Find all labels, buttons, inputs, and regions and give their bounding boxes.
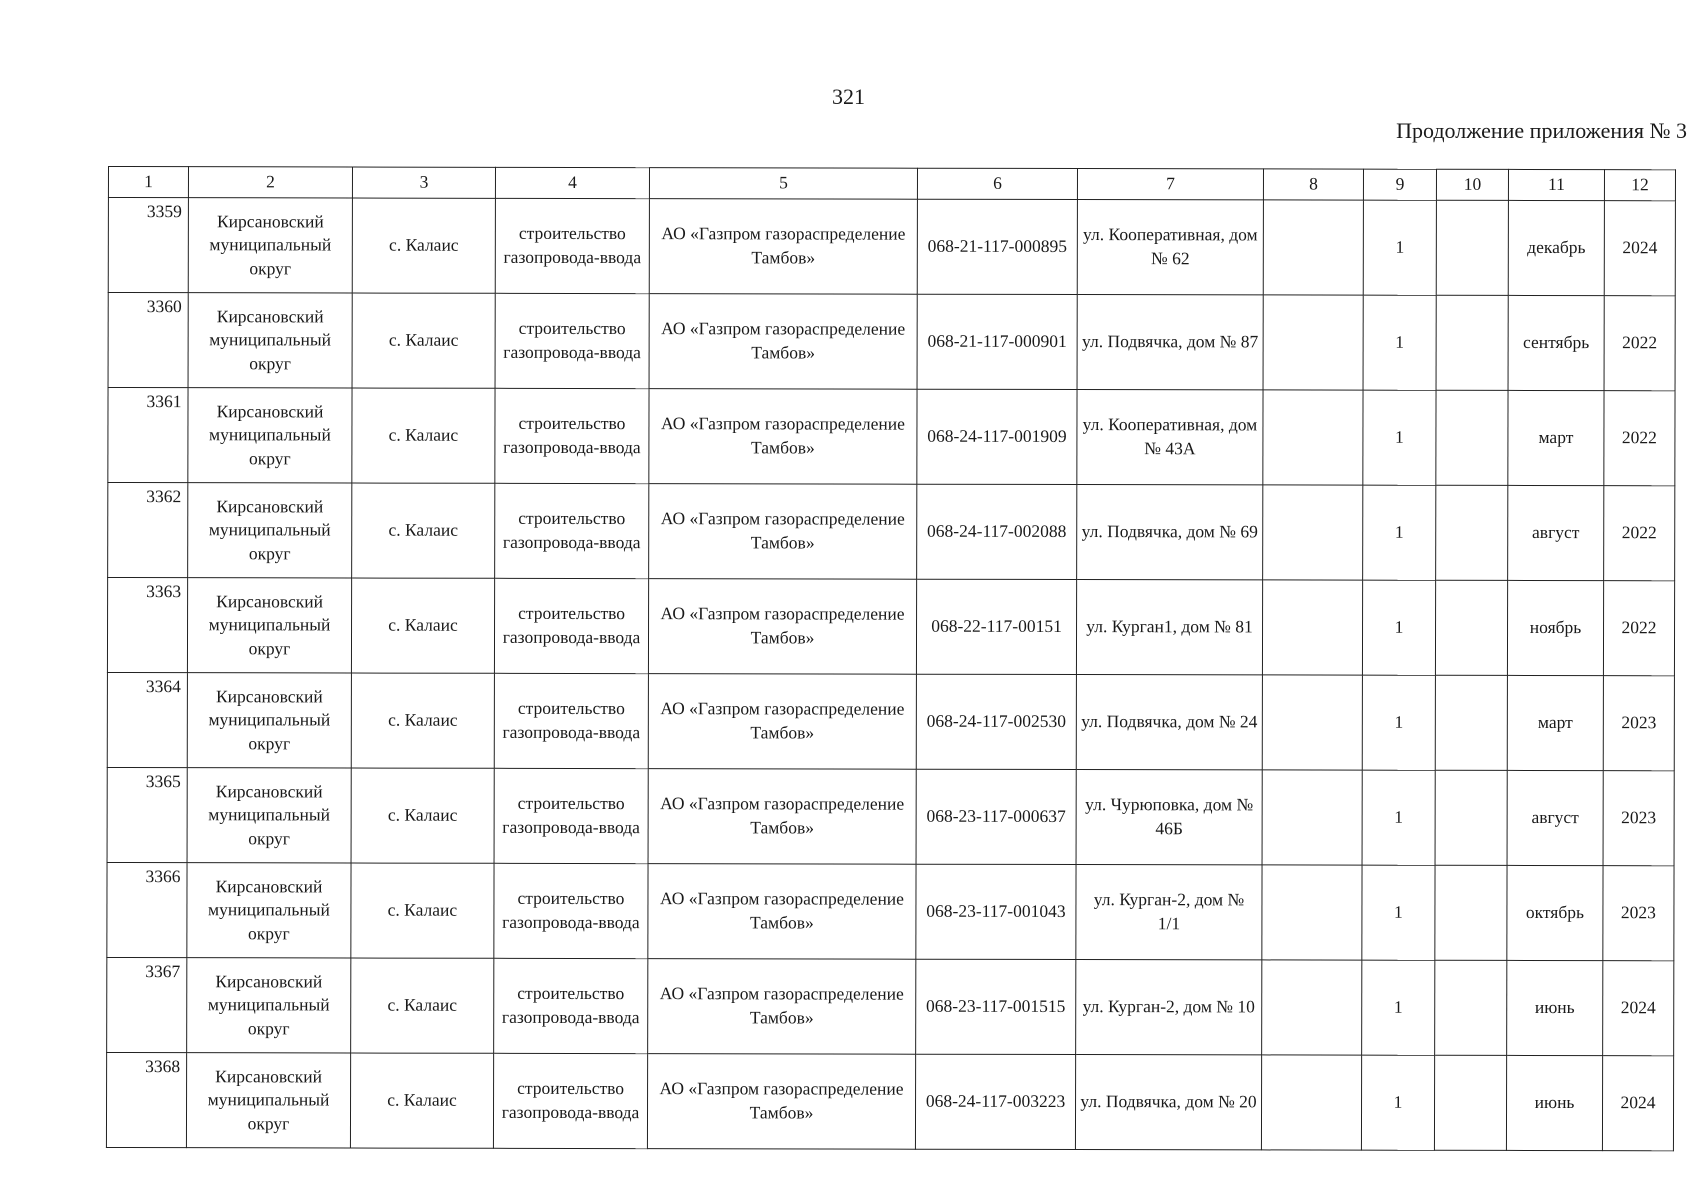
month-cell: сентябрь — [1508, 295, 1604, 390]
column-10-cell — [1436, 390, 1508, 485]
organization-cell: АО «Газпром газораспределение Тамбов» — [649, 199, 917, 295]
settlement-cell: с. Калаис — [352, 483, 495, 578]
column-10-cell — [1434, 1055, 1506, 1150]
address-cell: ул. Курган-2, дом № 10 — [1076, 960, 1262, 1055]
quantity-cell: 1 — [1362, 960, 1435, 1055]
district-cell: Кирсановский муниципальный округ — [187, 863, 351, 958]
column-header-3: 3 — [352, 167, 495, 198]
organization-cell: АО «Газпром газораспределение Тамбов» — [647, 1054, 915, 1150]
work-type-cell: строительство газопровода-ввода — [494, 768, 648, 863]
quantity-cell: 1 — [1362, 580, 1435, 675]
organization-cell: АО «Газпром газораспределение Тамбов» — [648, 579, 916, 675]
work-type-cell: строительство газопровода-ввода — [495, 198, 649, 293]
column-8-cell — [1263, 200, 1363, 295]
column-header-6: 6 — [917, 168, 1077, 199]
quantity-cell: 1 — [1363, 200, 1436, 295]
organization-cell: АО «Газпром газораспределение Тамбов» — [649, 389, 917, 485]
object-code-cell: 068-24-117-003223 — [915, 1054, 1075, 1149]
gas-pipeline-registry-table — [106, 166, 1676, 1151]
row-number-cell: 3367 — [107, 957, 187, 1052]
table-row — [106, 1052, 1673, 1150]
column-header-4: 4 — [495, 167, 649, 198]
address-cell: ул. Кооперативная, дом № 62 — [1077, 200, 1263, 295]
year-cell: 2024 — [1602, 1056, 1673, 1151]
work-type-cell: строительство газопровода-ввода — [493, 1053, 647, 1148]
row-number-cell: 3361 — [108, 388, 188, 483]
address-cell: ул. Подвячка, дом № 24 — [1076, 675, 1262, 770]
table-body — [106, 198, 1675, 1151]
table-row — [107, 672, 1674, 770]
work-type-cell: строительство газопровода-ввода — [494, 578, 648, 673]
table-row — [107, 862, 1674, 960]
quantity-cell: 1 — [1361, 1055, 1434, 1150]
table-row — [107, 957, 1674, 1055]
column-10-cell — [1436, 200, 1508, 295]
column-10-cell — [1436, 485, 1508, 580]
object-code-cell: 068-24-117-002088 — [917, 484, 1077, 579]
column-header-10: 10 — [1436, 169, 1508, 200]
settlement-cell: с. Калаис — [351, 958, 494, 1053]
object-code-cell: 068-23-117-001043 — [916, 864, 1076, 959]
column-8-cell — [1262, 580, 1362, 675]
month-cell: август — [1508, 485, 1604, 580]
district-cell: Кирсановский муниципальный округ — [188, 388, 352, 483]
column-header-11: 11 — [1508, 169, 1604, 200]
quantity-cell: 1 — [1363, 390, 1436, 485]
settlement-cell: с. Калаис — [351, 863, 494, 958]
column-header-1: 1 — [108, 167, 188, 198]
column-header-2: 2 — [188, 167, 352, 198]
month-cell: июнь — [1507, 960, 1603, 1055]
year-cell: 2022 — [1604, 391, 1675, 486]
quantity-cell: 1 — [1362, 865, 1435, 960]
month-cell: март — [1507, 675, 1603, 770]
month-cell: март — [1508, 390, 1604, 485]
year-cell: 2022 — [1604, 486, 1675, 581]
column-8-cell — [1262, 960, 1362, 1055]
table-row — [108, 388, 1675, 486]
object-code-cell: 068-23-117-000637 — [916, 769, 1076, 864]
year-cell: 2022 — [1604, 296, 1675, 391]
column-8-cell — [1263, 295, 1363, 390]
column-8-cell — [1262, 675, 1362, 770]
row-number-cell: 3364 — [107, 672, 187, 767]
column-header-12: 12 — [1604, 170, 1675, 201]
column-10-cell — [1435, 770, 1507, 865]
settlement-cell: с. Калаис — [351, 673, 494, 768]
work-type-cell: строительство газопровода-ввода — [494, 673, 648, 768]
column-8-cell — [1263, 485, 1363, 580]
page-number: 321 — [832, 84, 865, 109]
work-type-cell: строительство газопровода-ввода — [495, 293, 649, 388]
settlement-cell: с. Калаис — [352, 198, 495, 293]
organization-cell: АО «Газпром газораспределение Тамбов» — [648, 674, 916, 770]
district-cell: Кирсановский муниципальный округ — [187, 578, 351, 673]
year-cell: 2024 — [1603, 961, 1674, 1056]
table-row — [107, 767, 1674, 865]
settlement-cell: с. Калаис — [351, 768, 494, 863]
column-number-header-row — [108, 167, 1675, 201]
district-cell: Кирсановский муниципальный округ — [188, 198, 352, 293]
district-cell: Кирсановский муниципальный округ — [188, 293, 352, 388]
organization-cell: АО «Газпром газораспределение Тамбов» — [649, 484, 917, 580]
object-code-cell: 068-24-117-001909 — [917, 389, 1077, 484]
object-code-cell: 068-23-117-001515 — [916, 959, 1076, 1054]
address-cell: ул. Курган1, дом № 81 — [1076, 580, 1262, 675]
settlement-cell: с. Калаис — [352, 293, 495, 388]
district-cell: Кирсановский муниципальный округ — [187, 768, 351, 863]
row-number-cell: 3359 — [108, 198, 188, 293]
quantity-cell: 1 — [1363, 485, 1436, 580]
organization-cell: АО «Газпром газораспределение Тамбов» — [648, 959, 916, 1055]
column-10-cell — [1435, 865, 1507, 960]
row-number-cell: 3363 — [107, 578, 187, 673]
table-row — [108, 293, 1675, 391]
month-cell: ноябрь — [1507, 580, 1603, 675]
organization-cell: АО «Газпром газораспределение Тамбов» — [649, 294, 917, 390]
table-row — [108, 198, 1675, 296]
column-8-cell — [1262, 865, 1362, 960]
year-cell: 2023 — [1603, 676, 1674, 771]
month-cell: август — [1507, 770, 1603, 865]
year-cell: 2024 — [1604, 201, 1675, 296]
column-8-cell — [1261, 1055, 1361, 1150]
district-cell: Кирсановский муниципальный округ — [187, 673, 351, 768]
address-cell: ул. Кооперативная, дом № 43А — [1077, 390, 1263, 485]
column-8-cell — [1263, 390, 1363, 485]
address-cell: ул. Подвячка, дом № 69 — [1077, 485, 1263, 580]
column-header-8: 8 — [1263, 169, 1363, 200]
appendix-continuation-note: Продолжение приложения № 3 — [1396, 118, 1687, 143]
district-cell: Кирсановский муниципальный округ — [186, 1053, 350, 1148]
table-row — [108, 483, 1675, 581]
work-type-cell: строительство газопровода-ввода — [495, 483, 649, 578]
settlement-cell: с. Калаис — [352, 388, 495, 483]
month-cell: октябрь — [1507, 865, 1603, 960]
work-type-cell: строительство газопровода-ввода — [494, 863, 648, 958]
row-number-cell: 3366 — [107, 862, 187, 957]
district-cell: Кирсановский муниципальный округ — [188, 483, 352, 578]
year-cell: 2022 — [1603, 581, 1674, 676]
address-cell: ул. Курган-2, дом № 1/1 — [1076, 865, 1262, 960]
settlement-cell: с. Калаис — [351, 578, 494, 673]
column-header-9: 9 — [1363, 169, 1436, 200]
quantity-cell: 1 — [1363, 295, 1436, 390]
column-10-cell — [1435, 960, 1507, 1055]
address-cell: ул. Подвячка, дом № 87 — [1077, 295, 1263, 390]
work-type-cell: строительство газопровода-ввода — [495, 388, 649, 483]
row-number-cell: 3365 — [107, 767, 187, 862]
organization-cell: АО «Газпром газораспределение Тамбов» — [648, 864, 916, 960]
year-cell: 2023 — [1603, 866, 1674, 961]
row-number-cell: 3368 — [106, 1052, 186, 1147]
column-10-cell — [1435, 675, 1507, 770]
year-cell: 2023 — [1603, 771, 1674, 866]
quantity-cell: 1 — [1362, 770, 1435, 865]
address-cell: ул. Подвячка, дом № 20 — [1075, 1055, 1261, 1150]
column-header-7: 7 — [1077, 169, 1263, 200]
row-number-cell: 3360 — [108, 293, 188, 388]
district-cell: Кирсановский муниципальный округ — [187, 958, 351, 1053]
month-cell: декабрь — [1508, 200, 1604, 295]
address-cell: ул. Чурюповка, дом № 46Б — [1076, 770, 1262, 865]
column-8-cell — [1262, 770, 1362, 865]
column-10-cell — [1435, 580, 1507, 675]
work-type-cell: строительство газопровода-ввода — [494, 958, 648, 1053]
object-code-cell: 068-21-117-000901 — [917, 294, 1077, 389]
object-code-cell: 068-21-117-000895 — [917, 199, 1077, 294]
organization-cell: АО «Газпром газораспределение Тамбов» — [648, 769, 916, 865]
settlement-cell: с. Калаис — [350, 1053, 493, 1148]
quantity-cell: 1 — [1362, 675, 1435, 770]
row-number-cell: 3362 — [108, 483, 188, 578]
month-cell: июнь — [1506, 1055, 1602, 1150]
column-header-5: 5 — [649, 168, 917, 200]
object-code-cell: 068-22-117-00151 — [916, 579, 1076, 674]
object-code-cell: 068-24-117-002530 — [916, 674, 1076, 769]
table-row — [107, 578, 1674, 676]
column-10-cell — [1436, 295, 1508, 390]
